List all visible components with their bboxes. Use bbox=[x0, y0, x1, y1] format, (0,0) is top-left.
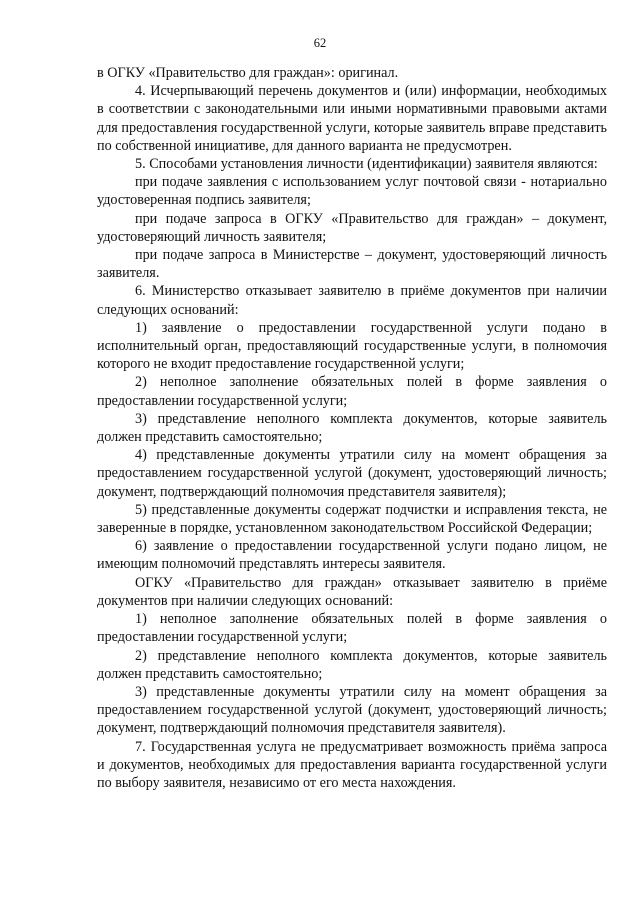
paragraph-reason-2: 2) неполное заполнение обязательных полей в форме заявления о предоставлении государственной услуги; bbox=[97, 374, 607, 409]
paragraph-reason-5: 5) представленные документы содержат подчистки и исправления текста, не заверенные в порядке, установленном законодательством Российской Федерации; bbox=[97, 501, 607, 537]
paragraph-reason-3: 3) представление неполного комплекта документов, которые заявитель должен представить самостоятельно; bbox=[97, 410, 607, 446]
page-number: 62 bbox=[313, 36, 327, 50]
paragraph-ogku: при подаче запроса в ОГКУ «Правительство для граждан» – документ, удостоверяющий личность заявителя; bbox=[97, 210, 607, 245]
paragraph-ogku-refusal: ОГКУ «Правительство для граждан» отказывает заявителю в приёме документов при наличии следующих оснований: bbox=[97, 574, 607, 609]
paragraph-item-5: 5. Способами установления личности (идентификации) заявителя являются: bbox=[135, 156, 598, 173]
paragraph-ministry: при подаче запроса в Министерстве – документ, удостоверяющий личность заявителя. bbox=[97, 247, 607, 282]
paragraph-item-6: 6. Министерство отказывает заявителю в приёме документов при наличии следующих оснований: bbox=[97, 283, 607, 318]
paragraph-item-4: 4. Исчерпывающий перечень документов и (или) информации, необходимых в соответствии с законодательными или иными нормативными правовыми актами для предоставления государственной услуги, которые заявитель вправе представить по собственной инициативе, для данного варианта не предусмотрен. bbox=[97, 83, 607, 154]
paragraph-reason-1: 1) заявление о предоставлении государственной услуги подано в исполнительный орган, предоставляющий государственные услуги, в полномочия которого не входит предоставление государственной услуги; bbox=[97, 319, 607, 373]
paragraph-continuation: в ОГКУ «Правительство для граждан»: оригинал. bbox=[97, 65, 399, 81]
paragraph-ogku-reason-1: 1) неполное заполнение обязательных полей в форме заявления о предоставлении государственной услуги; bbox=[97, 611, 607, 646]
document-body bbox=[97, 64, 607, 792]
paragraph-ogku-reason-2: 2) представление неполного комплекта документов, которые заявитель должен представить самостоятельно; bbox=[97, 647, 607, 682]
paragraph-reason-6: 6) заявление о предоставлении государственной услуги подано лицом, не имеющим полномочий представлять интересы заявителя. bbox=[97, 538, 607, 573]
paragraph-ogku-reason-3: 3) представленные документы утратили силу на момент обращения за предоставлением государственной услугой (документ, удостоверяющий личность; документ, подтверждающий полномочия представителя заявителя). bbox=[97, 683, 607, 737]
paragraph-item-7: 7. Государственная услуга не предусматривает возможность приёма запроса и документов, необходимых для предоставления варианта государственной услуги по выбору заявителя, независимо от его места нахождения. bbox=[97, 738, 607, 791]
paragraph-postal: при подаче заявления с использованием услуг почтовой связи - нотариально удостоверенная подпись заявителя; bbox=[97, 174, 607, 209]
paragraph-reason-4: 4) представленные документы утратили силу на момент обращения за предоставлением государственной услугой (документ, удостоверяющий личность; документ, подтверждающий полномочия представителя заявителя); bbox=[97, 447, 607, 500]
